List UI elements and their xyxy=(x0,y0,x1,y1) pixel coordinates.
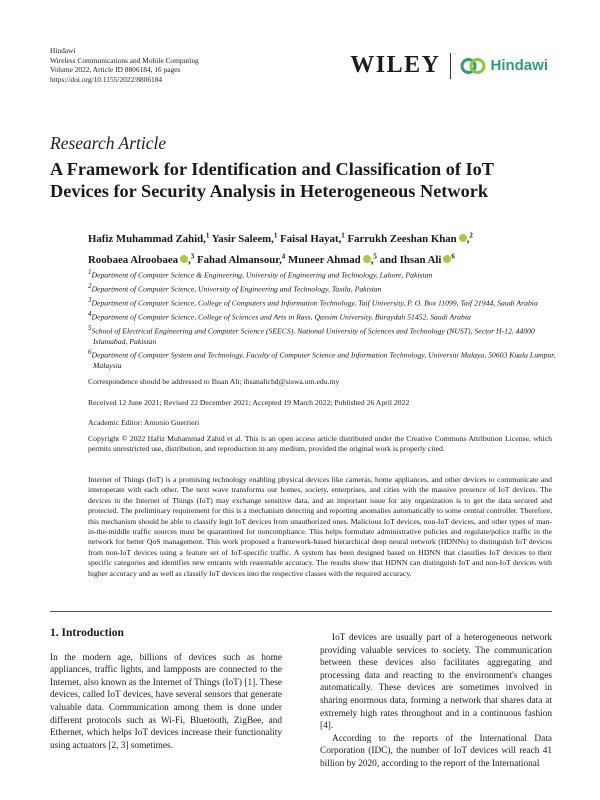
affiliation-number: 1 xyxy=(88,268,92,276)
wiley-logo: WILEY xyxy=(350,52,441,78)
author-name: Roobaea Alroobaea ,$^3$ xyxy=(88,252,195,266)
abstract: Internet of Things (IoT) is a promising technology enabling physical devices like cameras, home appliances, and other devices to communicate and interoperate with each other. The next wave transforms our homes, society, enterprises, and cities with the massive presence of IoT devices. The devices in the Internet of Things (IoT) may exchange sensitive data, and an important issue for any organization is to get the data secured and protected. The preliminary requirement for this is a mechanism detecting and reporting anomalies automatically to some central controller. Therefore, this mechanism should be able to classify legit IoT devices from unauthorized ones. Malicious IoT devices, non-IoT devices, and other types of man-in-the-middle traffic sources must be quarantined for noncompliance. This helps formulate administrative policies and regulate/police traffic in the network for better QoS management. This work proposed a framework-based hierarchical deep neural network (HDNNs) to distinguish IoT devices from non-IoT devices using a feature set of IoT-specific traffic. A system has been designed based on HDNN that classifies IoT devices to their specific categories and identifies new entrants with reasonable accuracy. The results show that HDNN can distinguish IoT and non-IoT devices with higher accuracy and as well as classify IoT devices into the respective classes with the required accuracy. xyxy=(88,475,552,578)
left-column xyxy=(50,627,282,752)
hindawi-logo xyxy=(460,55,548,77)
affiliation-text: Department of Computer Science, College of Computers and Information Technology, Taif University, P. O. Box 11099, Taif 21944, Saudi Arabia xyxy=(91,298,538,308)
author-affiliation-number: 2 xyxy=(469,231,473,239)
affiliation-number: 6 xyxy=(88,348,92,357)
section-heading: 1. Introduction xyxy=(50,627,124,639)
author-affiliation-number: 1 xyxy=(205,231,210,239)
hindawi-rings-icon xyxy=(460,55,486,77)
publisher-brand xyxy=(350,52,548,79)
publisher-name: Hindawi xyxy=(50,46,76,55)
author-name: Muneer Ahmad ,$^5$ xyxy=(288,252,377,266)
academic-editor: Academic Editor: Antonio Guerrieri xyxy=(88,418,200,427)
copyright-notice: Copyright © 2022 Hafiz Muhammad Zahid et al. This is an open access article distributed under the Creative Commons Attribution License, which permits unrestricted use, distribution, and reproduction in any medium, provided the original work is properly cited. xyxy=(88,434,552,454)
brand-divider xyxy=(450,53,451,79)
intro-paragraph: IoT devices are usually part of a heterogeneous network providing valuable services to society. The communication between these devices also facilitates aggregating and processing data and reacting to the environment's changes automatically. These devices are sometimes involved in sharing enormous data, forming a network that shares data at extremely high rates throughout and in a continuous fashion [4]. xyxy=(320,633,552,732)
author-name xyxy=(212,233,278,245)
author-affiliation-number: 5 xyxy=(373,252,377,261)
affiliation-number: 4 xyxy=(88,309,92,318)
correspondence: Correspondence should be addressed to Ihsan Ali; ihsanalichd@siswa.um.edu.my xyxy=(88,377,340,386)
affiliation xyxy=(88,309,558,323)
journal-header xyxy=(50,46,199,84)
author-name-text: Farrukh Zeeshan Khan xyxy=(347,232,457,245)
article-type: Research Article xyxy=(50,133,167,153)
publication-dates: Received 12 June 2021; Revised 22 December 2021; Accepted 19 March 2022; Published 26 April 2022 xyxy=(88,398,410,407)
author-list xyxy=(88,227,558,269)
author-affiliation-number: 1 xyxy=(273,231,278,239)
author-name-text: Faisal Hayat, xyxy=(280,232,342,245)
intro-paragraph: In the modern age, billions of devices such as home appliances, traffic lights, and lampposts are connected to the Internet, also known as the Internet of Things (IoT) [1]. These devices, called IoT devices, have several sensors that generate valuable data. Communication among them is done under different protocols such as Wi-Fi, Bluetooth, ZigBee, and Ethernet, which helps IoT devices increase their functionality using actuators [2, 3] sometimes. xyxy=(50,652,282,751)
affiliation xyxy=(88,347,558,371)
affiliation-list xyxy=(88,267,558,372)
author-affiliation-number: 6 xyxy=(451,252,455,261)
affiliation-number: 3 xyxy=(88,295,92,304)
affiliation-text: Department of Computer Science & Engineering, University of Engineering and Technology, Lahore, Pakistan xyxy=(91,270,433,280)
affiliation-text: School of Electrical Engineering and Computer Science (SEECS), National University of Sciences and Technology (NUST), Sector H-12, 44000 Islamabad, Pakistan xyxy=(91,326,535,346)
author-affiliation-number: 4 xyxy=(281,252,286,261)
affiliation-number: 5 xyxy=(88,323,92,332)
affiliation-text: Department of Computer System and Technology, Faculty of Computer Science and Information Technology, Universiti Malaya, 50603 Kuala Lumpur, Malaysia xyxy=(91,350,556,371)
affiliation xyxy=(88,281,558,295)
right-column xyxy=(320,632,552,771)
affiliation xyxy=(88,267,558,281)
author-name-text: Fahad Almansour, xyxy=(196,253,282,266)
author-name-text: and Ihsan Ali xyxy=(379,253,442,266)
orcid-icon[interactable] xyxy=(180,255,188,263)
doi-link[interactable]: https://doi.org/10.1155/2022/8806184 xyxy=(50,74,163,84)
author-affiliation-number: 3 xyxy=(190,252,195,261)
affiliation-number: 2 xyxy=(88,281,92,290)
intro-paragraph: According to the reports of the International Data Corporation (IDC), the number of IoT devices will reach 41 billion by 2020, according to the report of the International xyxy=(320,733,552,769)
author-name xyxy=(380,254,455,266)
author-name xyxy=(88,233,209,245)
orcid-icon[interactable] xyxy=(363,255,371,263)
paper-title: A Framework for Identification and Classification of IoT Devices for Security Analysis in Heterogeneous Network xyxy=(50,159,494,201)
author-name xyxy=(197,254,285,266)
affiliation-text: Department of Computer Science, College of Sciences and Arts in Rass, Qassim University, Buraydah 51452, Saudi Arabia xyxy=(91,312,471,322)
section-divider xyxy=(50,611,552,612)
author-name xyxy=(280,233,345,245)
hindawi-wordmark: Hindawi xyxy=(490,57,548,74)
author-name-text: Roobaea Alroobaea xyxy=(88,253,179,266)
author-name-text: Yasir Saleem, xyxy=(211,232,274,245)
orcid-icon[interactable] xyxy=(459,234,467,242)
journal-name: Wireless Communications and Mobile Computing xyxy=(50,55,199,65)
author-name-text: Hafiz Muhammad Zahid, xyxy=(88,232,206,245)
author-name: Farrukh Zeeshan Khan ,$^2$ xyxy=(347,231,473,245)
author-name-text: Muneer Ahmad xyxy=(288,253,361,266)
volume-info: Volume 2022, Article ID 8806184, 16 pages xyxy=(50,65,181,75)
affiliation xyxy=(88,295,558,309)
affiliation-text: Department of Computer Science, University of Engineering and Technology, Taxila, Pakistan xyxy=(91,284,382,294)
affiliation xyxy=(88,323,558,347)
author-affiliation-number: 1 xyxy=(341,231,345,239)
